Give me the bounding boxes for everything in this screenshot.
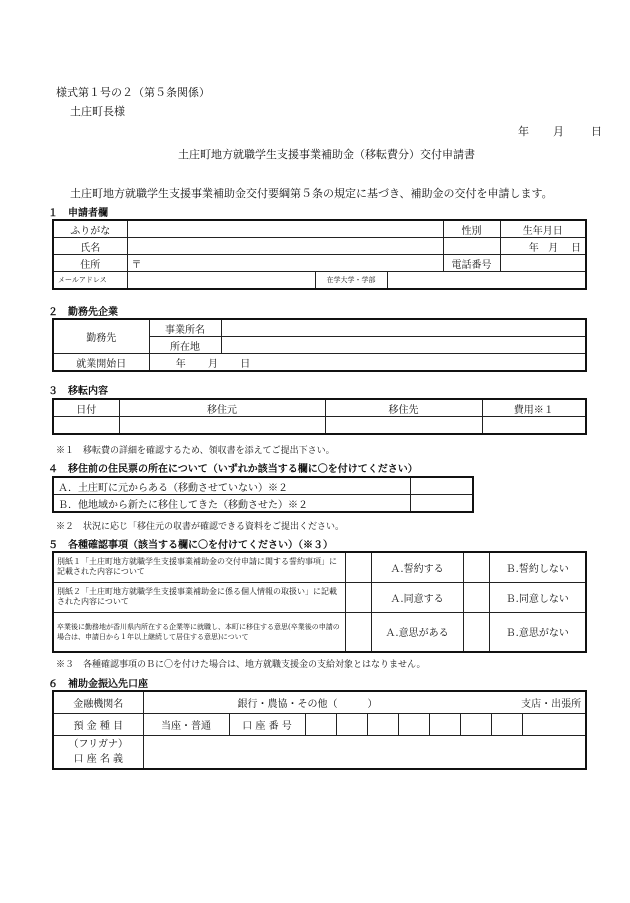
location-field[interactable] xyxy=(221,337,586,354)
address-label: 住所 xyxy=(53,255,127,272)
name-label: 氏名 xyxy=(53,238,127,255)
gender-label: 性別 xyxy=(443,220,500,238)
transfer-table xyxy=(52,398,587,435)
birth-field[interactable]: 年 月 日 xyxy=(500,238,586,255)
email-label: メールアドレス xyxy=(53,272,127,290)
branch-label: 支店・出張所 xyxy=(521,698,582,710)
applicant-table xyxy=(52,219,587,290)
confirm-1-b-check[interactable] xyxy=(463,552,489,582)
confirm-1-a-label: Ａ.誓約する xyxy=(371,552,463,582)
col-destination: 移住先 xyxy=(325,399,482,417)
start-date-label: 就業開始日 xyxy=(53,354,149,372)
option-a-check[interactable] xyxy=(410,477,473,495)
office-name-label: 事業所名 xyxy=(149,319,221,337)
birth-label: 生年月日 xyxy=(500,220,586,238)
col-origin: 移住元 xyxy=(119,399,325,417)
option-a-label: Ａ．土庄町に元からある（移動させていない）※２ xyxy=(53,477,410,495)
note-1: ※１ 移転費の詳細を確認するため、領収書を添えてご提出下さい。 xyxy=(56,446,335,456)
residence-table xyxy=(52,476,474,513)
confirm-3-b-check[interactable] xyxy=(463,612,489,652)
confirm-2-b-label: Ｂ.同意しない xyxy=(489,582,586,612)
option-b-label: Ｂ．他地域から新たに移住してきた（移動させた）※２ xyxy=(53,495,410,513)
cost-field[interactable] xyxy=(482,417,586,435)
account-digit-7[interactable] xyxy=(491,713,522,735)
section-1-heading: １ 申請者欄 xyxy=(48,208,108,219)
account-digit-1[interactable] xyxy=(305,713,336,735)
furigana-field[interactable] xyxy=(127,220,443,238)
date-month-label: 月 xyxy=(553,125,564,138)
confirm-2-text: 別紙２「土庄町地方就職学生支援事業補助金に係る個人情報の取扱い」に記載された内容について xyxy=(53,582,345,612)
section-3-heading: ３ 移転内容 xyxy=(48,386,108,397)
addressee: 土庄町長様 xyxy=(70,105,125,118)
note-3: ※３ 各種確認事項のＢに〇を付けた場合は、地方就職支援金の支給対象とはなりません。 xyxy=(56,660,426,670)
bank-table xyxy=(52,690,587,770)
section-6-heading: ６ 補助金振込先口座 xyxy=(48,679,148,690)
employer-table xyxy=(52,318,587,372)
document-title: 土庄町地方就職学生支援事業補助金（移転費分）交付申請書 xyxy=(178,148,475,161)
bank-name-field[interactable] xyxy=(143,691,586,713)
confirm-3-b-label: Ｂ.意思がない xyxy=(489,612,586,652)
col-cost: 費用※１ xyxy=(482,399,586,417)
phone-field[interactable] xyxy=(500,255,586,272)
location-label: 所在地 xyxy=(149,337,221,354)
bank-types: 銀行・農協・その他（ ） xyxy=(237,698,378,710)
postal-mark: 〒 xyxy=(131,259,142,271)
phone-label: 電話番号 xyxy=(443,255,500,272)
account-holder-label: （フリガナ） 口 座 名 義 xyxy=(53,735,143,769)
col-date: 日付 xyxy=(53,399,119,417)
date-field[interactable] xyxy=(53,417,119,435)
origin-field[interactable] xyxy=(119,417,325,435)
office-name-field[interactable] xyxy=(221,319,586,337)
intro-text: 土庄町地方就職学生支援事業補助金交付要綱第５条の規定に基づき、補助金の交付を申請します。 xyxy=(70,187,553,200)
confirm-3-a-label: Ａ.意思がある xyxy=(371,612,463,652)
confirm-3-a-check[interactable] xyxy=(345,612,371,652)
account-holder-field[interactable] xyxy=(143,735,586,769)
name-field[interactable] xyxy=(127,238,443,255)
gender-field[interactable] xyxy=(443,238,500,255)
furigana-label: ふりがな xyxy=(53,220,127,238)
destination-field[interactable] xyxy=(325,417,482,435)
deposit-type-label: 預 金 種 目 xyxy=(53,713,143,735)
employer-label: 勤務先 xyxy=(53,319,149,354)
university-field[interactable] xyxy=(387,272,586,290)
deposit-type-value[interactable]: 当座・普通 xyxy=(143,713,229,735)
confirm-2-a-label: Ａ.同意する xyxy=(371,582,463,612)
account-digit-2[interactable] xyxy=(336,713,367,735)
account-number-extra[interactable] xyxy=(522,713,586,735)
section-2-heading: ２ 勤務先企業 xyxy=(48,307,118,318)
university-label: 在学大学・学部 xyxy=(315,272,387,290)
confirm-1-text: 別紙１「土庄町地方就職学生支援事業補助金の交付申請に関する誓約事項」に記載された内容について xyxy=(53,552,345,582)
account-digit-3[interactable] xyxy=(367,713,398,735)
section-5-heading: ５ 各種確認事項（該当する欄に〇を付けてください）（※３） xyxy=(48,540,333,551)
account-digit-5[interactable] xyxy=(429,713,460,735)
note-2: ※２ 状況に応じ「移住元の収書が確認できる資料をご提出ください。 xyxy=(56,522,345,532)
confirm-2-b-check[interactable] xyxy=(463,582,489,612)
date-year-label: 年 xyxy=(518,125,529,138)
confirm-1-b-label: Ｂ.誓約しない xyxy=(489,552,586,582)
form-number: 様式第１号の２（第５条関係） xyxy=(56,86,210,99)
bank-name-label: 金融機関名 xyxy=(53,691,143,713)
confirm-3-text: 卒業後に勤務地が香川県内所在する企業等に就職し、本町に移住する意思(卒業後の申請の場合は、申請日から１年以上継続して居住する意思)について xyxy=(53,612,345,652)
account-number-label: 口 座 番 号 xyxy=(229,713,305,735)
confirm-1-a-check[interactable] xyxy=(345,552,371,582)
email-field[interactable] xyxy=(127,272,315,290)
section-4-heading: ４ 移住前の住民票の所在について（いずれか該当する欄に〇を付けてください） xyxy=(48,464,418,475)
start-date-field[interactable]: 年 月 日 xyxy=(149,354,586,372)
date-day-label: 日 xyxy=(591,125,602,138)
option-b-check[interactable] xyxy=(410,495,473,513)
confirmation-table xyxy=(52,551,587,653)
account-digit-4[interactable] xyxy=(398,713,429,735)
account-digit-6[interactable] xyxy=(460,713,491,735)
confirm-2-a-check[interactable] xyxy=(345,582,371,612)
address-field[interactable] xyxy=(127,255,443,272)
